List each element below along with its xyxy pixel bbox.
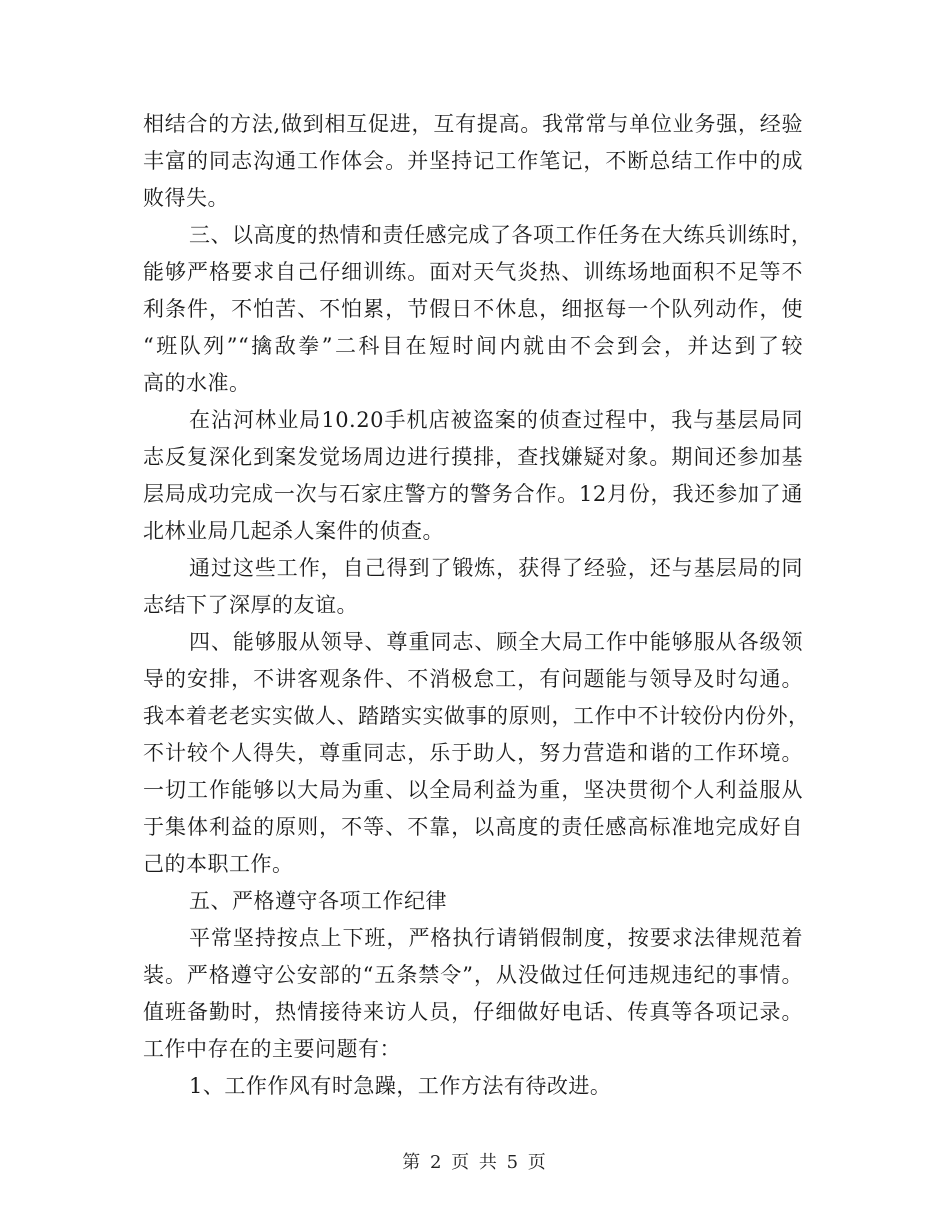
text-line: 1、工作作风有时急躁，工作方法有待改进。: [189, 1074, 612, 1098]
text-line: 三、以高度的热情和责任感完成了各项工作任务在大练兵训练时，: [189, 223, 813, 247]
text-line: “班队列”“擒敌拳”二科目在短时间内就由不会到会，并达到了较: [143, 334, 803, 358]
text-line: 平常坚持按点上下班，严格执行请销假制度，按要求法律规范着: [189, 926, 803, 950]
text-line: 在沾河林业局10.20手机店被盗案的侦查过程中，我与基层局同: [189, 408, 803, 432]
text-line: 四、能够服从领导、尊重同志、顾全大局工作中能够服从各级领: [189, 630, 803, 654]
text-line: 志反复深化到案发觉场周边进行摸排，查找嫌疑对象。期间还参加基: [143, 445, 803, 469]
text-line: 层局成功完成一次与石家庄警方的警务合作。12月份，我还参加了通: [143, 482, 803, 506]
text-line: 装。严格遵守公安部的“五条禁令”，从没做过任何违规违纪的事情。: [143, 963, 803, 987]
text-line: 不计较个人得失，尊重同志，乐于助人，努力营造和谐的工作环境。: [143, 741, 803, 765]
text-line: 利条件，不怕苦、不怕累，节假日不休息，细抠每一个队列动作，使: [143, 297, 803, 321]
text-line: 高的水准。: [143, 371, 251, 395]
text-line: 败得失。: [143, 186, 229, 210]
text-line: 导的安排，不讲客观条件、不消极怠工，有问题能与领导及时勾通。: [143, 667, 803, 691]
page-number-footer: 第 2 页 共 5 页: [402, 1152, 548, 1173]
text-line: 一切工作能够以大局为重、以全局利益为重，坚决贯彻个人利益服从: [143, 778, 803, 802]
text-line: 志结下了深厚的友谊。: [143, 593, 358, 617]
text-line: 于集体利益的原则，不等、不靠，以高度的责任感高标准地完成好自: [143, 815, 803, 839]
text-line: 工作中存在的主要问题有：: [143, 1037, 401, 1061]
text-line: 北林业局几起杀人案件的侦查。: [143, 519, 444, 543]
text-line: 相结合的方法,做到相互促进，互有提高。我常常与单位业务强，经验: [143, 112, 803, 136]
text-line: 己的本职工作。: [143, 852, 294, 876]
text-line: 丰富的同志沟通工作体会。并坚持记工作笔记，不断总结工作中的成: [143, 149, 803, 173]
section-heading: 五、严格遵守各项工作纪律: [189, 889, 447, 913]
text-line: 通过这些工作，自己得到了锻炼，获得了经验，还与基层局的同: [189, 556, 803, 580]
text-line: 值班备勤时，热情接待来访人员，仔细做好电话、传真等各项记录。: [143, 1000, 803, 1024]
document-body: [143, 106, 813, 1105]
text-line: 我本着老老实实做人、踏踏实实做事的原则，工作中不计较份内份外，: [143, 704, 810, 728]
text-line: 能够严格要求自己仔细训练。面对天气炎热、训练场地面积不足等不: [143, 260, 803, 284]
